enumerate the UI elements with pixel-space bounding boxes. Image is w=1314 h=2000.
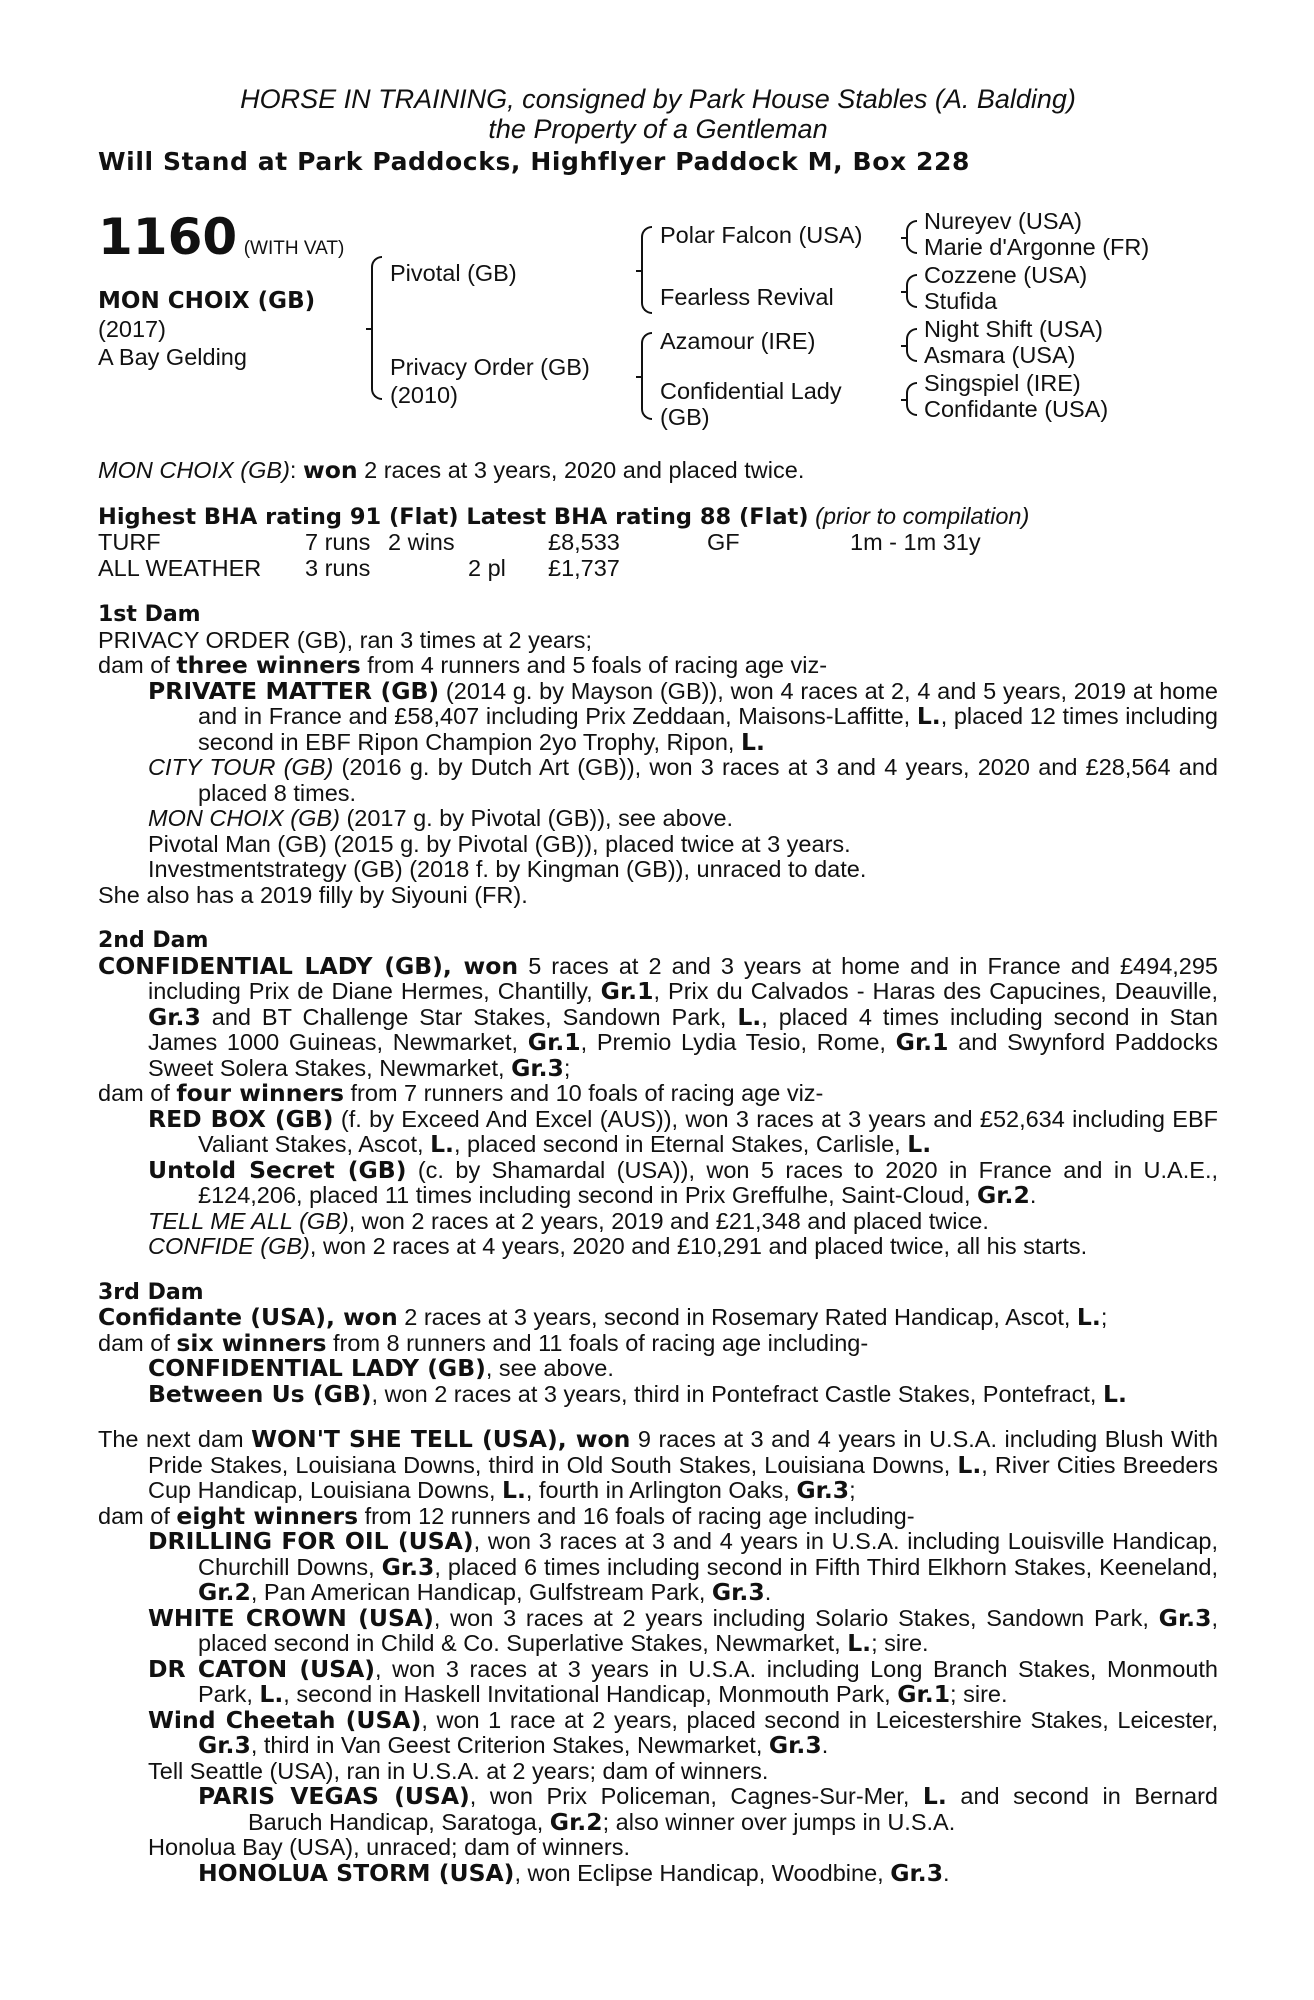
catalogue-body bbox=[98, 458, 1218, 1886]
third-dam-produce: dam of six winners from 8 runners and 11 foals of racing age including- bbox=[98, 1328, 869, 1357]
pedigree-block bbox=[98, 208, 1218, 458]
progeny-mon-choix: MON CHOIX (GB) (2017 g. by Pivotal (GB)), see above. bbox=[148, 805, 734, 831]
second-dam-record: CONFIDENTIAL LADY (GB), won 5 races at 2 and 3 years at home and in France and £494,295 including Prix de Diane Hermes, Chantilly, Gr.1, Prix du Calvados - Haras des Capucines, Deauville, Gr.3 and BT Challenge Star Stakes, Sandown Park, L., placed 4 times including second in Stan James 1000 Guineas, Newmarket, Gr.1, Premio Lydia Tesio, Rome, Gr.1 and Swynford Paddocks Sweet Solera Stakes, Newmarket, Gr.3; bbox=[98, 951, 1218, 1082]
pedigree-g3-3: Cozzene (USA) bbox=[924, 262, 1088, 288]
pedigree-dam-dam-suffix: (GB) bbox=[660, 404, 710, 430]
progeny-city-tour: CITY TOUR (GB) (2016 g. by Dutch Art (GB)), won 3 races at 3 and 4 years, 2020 and £28,564 and placed 8 times. bbox=[148, 754, 1218, 806]
progeny-confidential-lady: CONFIDENTIAL LADY (GB), see above. bbox=[148, 1354, 614, 1382]
lot-number: 1160 bbox=[98, 208, 238, 266]
progeny-between-us: Between Us (GB), won 2 races at 3 years, third in Pontefract Castle Stakes, Pontefract, L. bbox=[148, 1379, 1127, 1408]
lot-header bbox=[98, 208, 345, 266]
second-dam-produce: dam of four winners from 7 runners and 10 foals of racing age viz- bbox=[98, 1079, 824, 1107]
pedigree-sire-sire: Polar Falcon (USA) bbox=[660, 222, 863, 248]
second-dam-heading: 2nd Dam bbox=[98, 928, 209, 953]
horse-description: A Bay Gelding bbox=[98, 344, 247, 370]
pedigree-g3-7: Singspiel (IRE) bbox=[924, 370, 1081, 396]
pedigree-g3-8: Confidante (USA) bbox=[924, 396, 1109, 422]
progeny-dr-caton: DR CATON (USA), won 3 races at 3 years in U.S.A. including Long Branch Stakes, Monmouth Park, L., second in Haskell Invitational Handicap, Monmouth Park, Gr.1; sire. bbox=[148, 1654, 1218, 1708]
horse-name: MON CHOIX (GB) bbox=[98, 288, 316, 314]
first-dam-also: She also has a 2019 filly by Siyouni (FR). bbox=[98, 881, 528, 908]
pedigree-g3-1: Nureyev (USA) bbox=[924, 208, 1083, 234]
pedigree-sire-dam: Fearless Revival bbox=[660, 284, 834, 310]
pedigree-g3-4: Stufida bbox=[924, 288, 998, 314]
sire-parents-brace bbox=[641, 226, 652, 314]
pedigree-dam-dam: Confidential Lady bbox=[660, 378, 842, 404]
pedigree-dam: Privacy Order (GB) bbox=[390, 354, 590, 380]
brace-g3-4 bbox=[906, 382, 917, 416]
progeny-untold-secret: Untold Secret (GB) (c. by Shamardal (USA)), won 5 races to 2020 in France and in U.A.E., £124,206, placed 11 times including second in Prix Greffulhe, Saint-Cloud, Gr.2. bbox=[148, 1155, 1218, 1209]
next-dam-produce: dam of eight winners from 12 runners and 16 foals of racing age including- bbox=[98, 1501, 915, 1530]
horse-year: (2017) bbox=[98, 316, 166, 342]
pedigree-sire: Pivotal (GB) bbox=[390, 260, 517, 286]
pedigree-dam-sire: Azamour (IRE) bbox=[660, 328, 816, 354]
progeny-investmentstrategy: Investmentstrategy (GB) (2018 f. by Kingman (GB)), unraced to date. bbox=[148, 856, 867, 882]
first-dam-heading: 1st Dam bbox=[98, 602, 201, 627]
next-dam-record: The next dam WON'T SHE TELL (USA), won 9 races at 3 and 4 years in U.S.A. including Blush With Pride Stakes, Louisiana Downs, third in Old South Stakes, Louisiana Downs, L., River Cities Breeders Cup Handicap, Louisiana Downs, L., fourth in Arlington Oaks, Gr.3; bbox=[98, 1425, 1219, 1504]
stand-location: Will Stand at Park Paddocks, Highflyer Paddock M, Box 228 bbox=[98, 147, 971, 176]
progeny-private-matter: PRIVATE MATTER (GB) (2014 g. by Mayson (GB)), won 4 races at 2, 4 and 5 years, 2019 at home and in France and £58,407 including Prix Zeddaan, Maisons-Laffitte, L., placed 12 times including second in EBF Ripon Champion 2yo Trophy, Ripon, L. bbox=[148, 676, 1218, 756]
grandprogeny-paris-vegas: PARIS VEGAS (USA), won Prix Policeman, Cagnes-Sur-Mer, L. and second in Bernard Baruch Handicap, Saratoga, Gr.2; also winner over jumps in U.S.A. bbox=[198, 1782, 1218, 1836]
progeny-tell-seattle: Tell Seattle (USA), ran in U.S.A. at 2 years; dam of winners. bbox=[148, 1757, 769, 1784]
progeny-tell-me-all: TELL ME ALL (GB), won 2 races at 2 years, 2019 and £21,348 and placed twice. bbox=[148, 1207, 989, 1234]
race-summary: MON CHOIX (GB): won 2 races at 3 years, 2020 and placed twice. bbox=[98, 456, 805, 484]
brace-g3-1 bbox=[906, 220, 917, 254]
brace-g3-2 bbox=[906, 274, 917, 308]
brace-g3-3 bbox=[906, 328, 917, 362]
progeny-confide: CONFIDE (GB), won 2 races at 4 years, 2020 and £10,291 and placed twice, all his starts. bbox=[148, 1233, 1088, 1259]
pedigree-g3-6: Asmara (USA) bbox=[924, 342, 1076, 368]
progeny-red-box: RED BOX (GB) (f. by Exceed And Excel (AUS)), won 3 races at 3 years and £52,634 including EBF Valiant Stakes, Ascot, L., placed second in Eternal Stakes, Carlisle, L. bbox=[148, 1104, 1218, 1158]
progeny-pivotal-man: Pivotal Man (GB) (2015 g. by Pivotal (GB)), placed twice at 3 years. bbox=[148, 830, 851, 857]
consignor-line: HORSE IN TRAINING, consigned by Park House Stables (A. Balding) bbox=[240, 84, 1076, 114]
pedigree-g3-2: Marie d'Argonne (FR) bbox=[924, 234, 1150, 260]
vat-note: (WITH VAT) bbox=[243, 238, 345, 259]
first-dam-line: PRIVACY ORDER (GB), ran 3 times at 2 years; bbox=[98, 626, 593, 653]
ownership-line: the Property of a Gentleman bbox=[488, 114, 828, 144]
progeny-white-crown: WHITE CROWN (USA), won 3 races at 2 years including Solario Stakes, Sandown Park, Gr.3, placed second in Child & Co. Superlative Stakes, Newmarket, L.; sire. bbox=[148, 1603, 1218, 1657]
progeny-wind-cheetah: Wind Cheetah (USA), won 1 race at 2 years, placed second in Leicestershire Stakes, Leicester, Gr.3, third in Van Geest Criterion Stakes, Newmarket, Gr.3. bbox=[148, 1705, 1218, 1759]
bha-rating: Highest BHA rating 91 (Flat) Latest BHA rating 88 (Flat) (prior to compilation) bbox=[98, 502, 1030, 530]
turf-record: TURF 7 runs 2 wins £8,533 GF 1m - 1m 31y bbox=[98, 529, 981, 555]
dam-parents-brace bbox=[641, 332, 652, 420]
third-dam-record: Confidante (USA), won 2 races at 3 years, second in Rosemary Rated Handicap, Ascot, L.; bbox=[98, 1303, 1108, 1331]
sire-dam-brace bbox=[371, 256, 382, 400]
grandprogeny-honolua-storm: HONOLUA STORM (USA), won Eclipse Handicap, Woodbine, Gr.3. bbox=[198, 1858, 950, 1887]
pedigree-dam-year: (2010) bbox=[390, 382, 458, 408]
progeny-drilling-for-oil: DRILLING FOR OIL (USA), won 3 races at 3 and 4 years in U.S.A. including Louisville Handicap, Churchill Downs, Gr.3, placed 6 times including second in Fifth Third Elkhorn Stakes, Keeneland, Gr.2, Pan American Handicap, Gulfstream Park, Gr.3. bbox=[148, 1527, 1218, 1606]
first-dam-produce: dam of three winners from 4 runners and 5 foals of racing age viz- bbox=[98, 651, 828, 679]
catalogue-page bbox=[98, 84, 1218, 1886]
progeny-honolua-bay: Honolua Bay (USA), unraced; dam of winners. bbox=[148, 1834, 630, 1860]
all-weather-record: ALL WEATHER 3 runs 2 pl £1,737 bbox=[98, 555, 620, 581]
pedigree-g3-5: Night Shift (USA) bbox=[924, 316, 1103, 342]
third-dam-heading: 3rd Dam bbox=[98, 1279, 204, 1305]
